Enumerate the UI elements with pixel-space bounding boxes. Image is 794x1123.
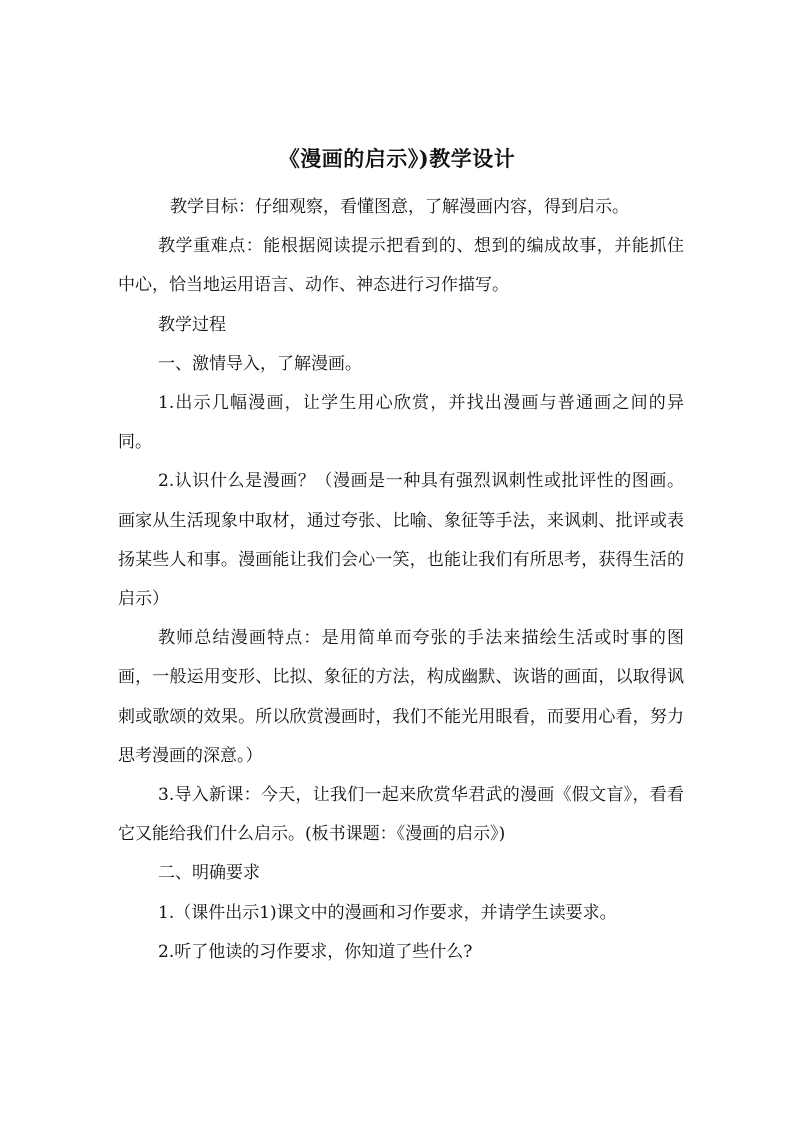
paragraph-item-1-2: 2.认识什么是漫画？（漫画是一种具有强烈讽刺性或批评性的图画。画家从生活现象中取材，通过夸张、比喻、象征等手法，来讽刺、批评或表扬某些人和事。漫画能让我们会心一笑，也能让我们有所思考，获得生活的启示） <box>118 471 684 610</box>
document-title: 《漫画的启示》)教学设计 <box>278 146 516 171</box>
paragraph-teacher-summary: 教师总结漫画特点：是用简单而夸张的手法来描绘生活或时事的图画，一般运用变形、比拟、象征的方法，构成幽默、诙谐的画面，以取得讽刺或歌颂的效果。所以欣赏漫画时，我们不能光用眼看，而要用心看，努力思考漫画的深意。） <box>118 628 684 766</box>
paragraph-section-one-heading: 一、激情导入，了解漫画。 <box>158 353 362 374</box>
paragraph-item-1-3: 3.导入新课：今天，让我们一起来欣赏华君武的漫画《假文盲》，看看它又能给我们什么启示。(板书课题：《漫画的启示》) <box>118 785 684 845</box>
paragraph-teaching-process-heading: 教学过程 <box>158 314 226 335</box>
paragraph-item-2-2: 2.听了他读的习作要求，你知道了些什么? <box>158 941 473 962</box>
document-body <box>118 188 684 972</box>
paragraph-section-two-heading: 二、明确要求 <box>158 863 260 884</box>
paragraph-key-difficulties: 教学重难点：能根据阅读提示把看到的、想到的编成故事，并能抓住中心，恰当地运用语言、动作、神态进行习作描写。 <box>118 236 684 296</box>
paragraph-item-2-1: 1.（课件出示1)课文中的漫画和习作要求，并请学生读要求。 <box>158 902 617 923</box>
paragraph-teaching-objective: 教学目标：仔细观察，看懂图意，了解漫画内容，得到启示。 <box>170 197 629 217</box>
paragraph-item-1-1: 1.出示几幅漫画，让学生用心欣赏，并找出漫画与普通画之间的异同。 <box>118 393 684 453</box>
